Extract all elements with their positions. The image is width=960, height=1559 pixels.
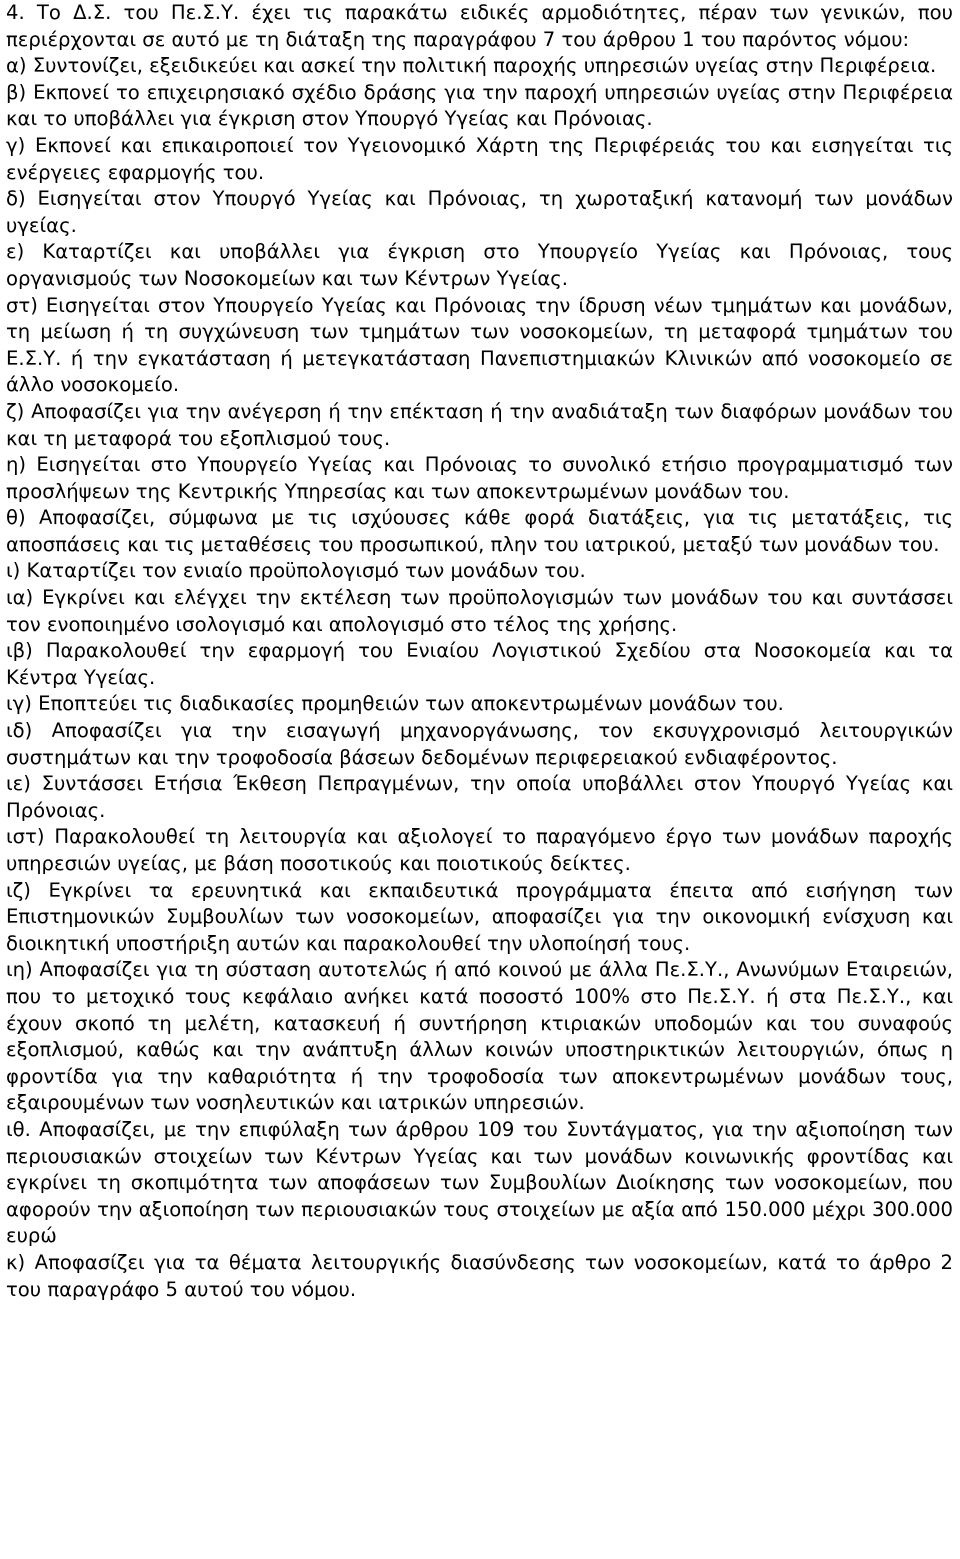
list-item: ιδ) Αποφασίζει για την εισαγωγή μηχανοργάνωσης, τον εκσυγχρονισμό λειτουργικών συστημάτων και την τροφοδοσία βάσεων δεδομένων περιφερειακού ενδιαφέροντος. <box>6 719 953 769</box>
list-item: ιγ) Εποπτεύει τις διαδικασίες προμηθειών των αποκεντρωμένων μονάδων του. <box>6 692 784 716</box>
list-item: γ) Εκπονεί και επικαιροποιεί τον Υγειονομικό Χάρτη της Περιφέρειάς του και εισηγείται τις ενέργειες εφαρμογής του. <box>6 133 953 184</box>
list-item: β) Εκπονεί το επιχειρησιακό σχέδιο δράσης για την παροχή υπηρεσιών υγείας στην Περιφέρεια και το υποβάλλει για έγκριση στον Υπουργό Υγείας και Πρόνοιας. <box>6 80 953 131</box>
list-item: ιη) Αποφασίζει για τη σύσταση αυτοτελώς ή από κοινού με άλλα Πε.Σ.Υ., Ανωνύμων Εταιρειών, που το μετοχικό τους κεφάλαιο ανήκει κατά ποσοστό 100% στο Πε.Σ.Υ. ή στα Πε.Σ.Υ., και έχουν σκοπό τη μελέτη, κατασκευή ή συντήρηση κτιριακών υποδομών και του συναφούς εξοπλισμού, καθώς και την ανάπτυξη άλλων κοινών υποστηρικτικών λειτουργιών, όπως η φροντίδα για την καθαριότητα ή την τροφοδοσία των αποκεντρωμένων μονάδων τους, εξαιρουμένων των νοσηλευτικών και ιατρικών υπηρεσιών. <box>6 958 953 1115</box>
list-item: στ) Εισηγείται στον Υπουργείο Υγείας και Πρόνοιας την ίδρυση νέων τμημάτων και μονάδων, τη μείωση ή τη συγχώνευση των τμημάτων των νοσοκομείων, τη μεταφορά τμημάτων του Ε.Σ.Υ. ή την εγκατάσταση ή μετεγκατάσταση Πανεπιστημιακών Κλινικών από νοσοκομείο σε άλλο νοσοκομείο. <box>6 293 953 397</box>
list-item: α) Συντονίζει, εξειδικεύει και ασκεί την πολιτική παροχής υπηρεσιών υγείας στην Περιφέρεια. <box>6 54 937 78</box>
list-item: ια) Εγκρίνει και ελέγχει την εκτέλεση των προϋπολογισμών των μονάδων του και συντάσσει τον ενοποιημένο ισολογισμό και απολογισμό στο τέλος της χρήσης. <box>6 586 953 636</box>
list-item: η) Εισηγείται στο Υπουργείο Υγείας και Πρόνοιας το συνολικό ετήσιο προγραμματισμό των προσλήψεων της Κεντρικής Υπηρεσίας και των αποκεντρωμένων μονάδων του. <box>6 453 953 503</box>
list-item: ιζ) Εγκρίνει τα ερευνητικά και εκπαιδευτικά προγράμματα έπειτα από εισήγηση των Επιστημονικών Συμβουλίων των νοσοκομείων, αποφασίζει για την οικονομική ενίσχυση και διοικητική υποστήριξη αυτών και παρακολουθεί την υλοποίησή τους. <box>6 878 953 955</box>
list-item: ιθ. Αποφασίζει, με την επιφύλαξη των άρθρου 109 του Συντάγματος, για την αξιοποίηση των περιουσιακών στοιχείων των Κέντρων Υγείας και των μονάδων κοινωνικής φροντίδας και εγκρίνει τη σκοπιμότητα των αποφάσεων των Συμβουλίων Διοίκησης των νοσοκομείων, που αφορούν την αξιοποίηση των περιουσιακών τους στοιχείων με αξία από 150.000 μέχρι 300.000 ευρώ <box>6 1117 953 1248</box>
list-item: ε) Καταρτίζει και υποβάλλει για έγκριση στο Υπουργείο Υγείας και Πρόνοιας, τους οργανισμούς των Νοσοκομείων και των Κέντρων Υγείας. <box>6 240 953 290</box>
list-item: δ) Εισηγείται στον Υπουργό Υγείας και Πρόνοιας, τη χωροταξική κατανομή των μονάδων υγείας. <box>6 187 953 237</box>
list-item: ζ) Αποφασίζει για την ανέγερση ή την επέκταση ή την αναδιάταξη των διαφόρων μονάδων του και τη μεταφορά του εξοπλισμού τους. <box>6 399 953 450</box>
list-item: κ) Αποφασίζει για τα θέματα λειτουργικής διασύνδεσης των νοσοκομείων, κατά το άρθρο 2 του παραγράφο 5 αυτού του νόμου. <box>6 1250 953 1301</box>
list-item: ιβ) Παρακολουθεί την εφαρμογή του Ενιαίου Λογιστικού Σχεδίου στα Νοσοκομεία και τα Κέντρα Υγείας. <box>6 639 953 689</box>
list-item: ιε) Συντάσσει Ετήσια Έκθεση Πεπραγμένων, την οποία υποβάλλει στον Υπουργό Υγείας και Πρόνοιας. <box>6 772 953 822</box>
list-item: ι) Καταρτίζει τον ενιαίο προϋπολογισμό των μονάδων του. <box>6 559 586 583</box>
intro-paragraph: 4. Το Δ.Σ. του Πε.Σ.Υ. έχει τις παρακάτω ειδικές αρμοδιότητες, πέραν των γενικών, που περιέρχονται σε αυτό με τη διάταξη της παραγράφου 7 του άρθρου 1 του παρόντος νόμου: <box>6 1 953 51</box>
list-item: ιστ) Παρακολουθεί τη λειτουργία και αξιολογεί το παραγόμενο έργο των μονάδων παροχής υπηρεσιών υγείας, με βάση ποσοτικούς και ποιοτικούς δείκτες. <box>6 825 953 875</box>
list-item: θ) Αποφασίζει, σύμφωνα με τις ισχύουσες κάθε φορά διατάξεις, για τις μετατάξεις, τις αποσπάσεις και τις μεταθέσεις του προσωπικού, πλην του ιατρικού, μεταξύ των μονάδων του. <box>6 506 953 556</box>
